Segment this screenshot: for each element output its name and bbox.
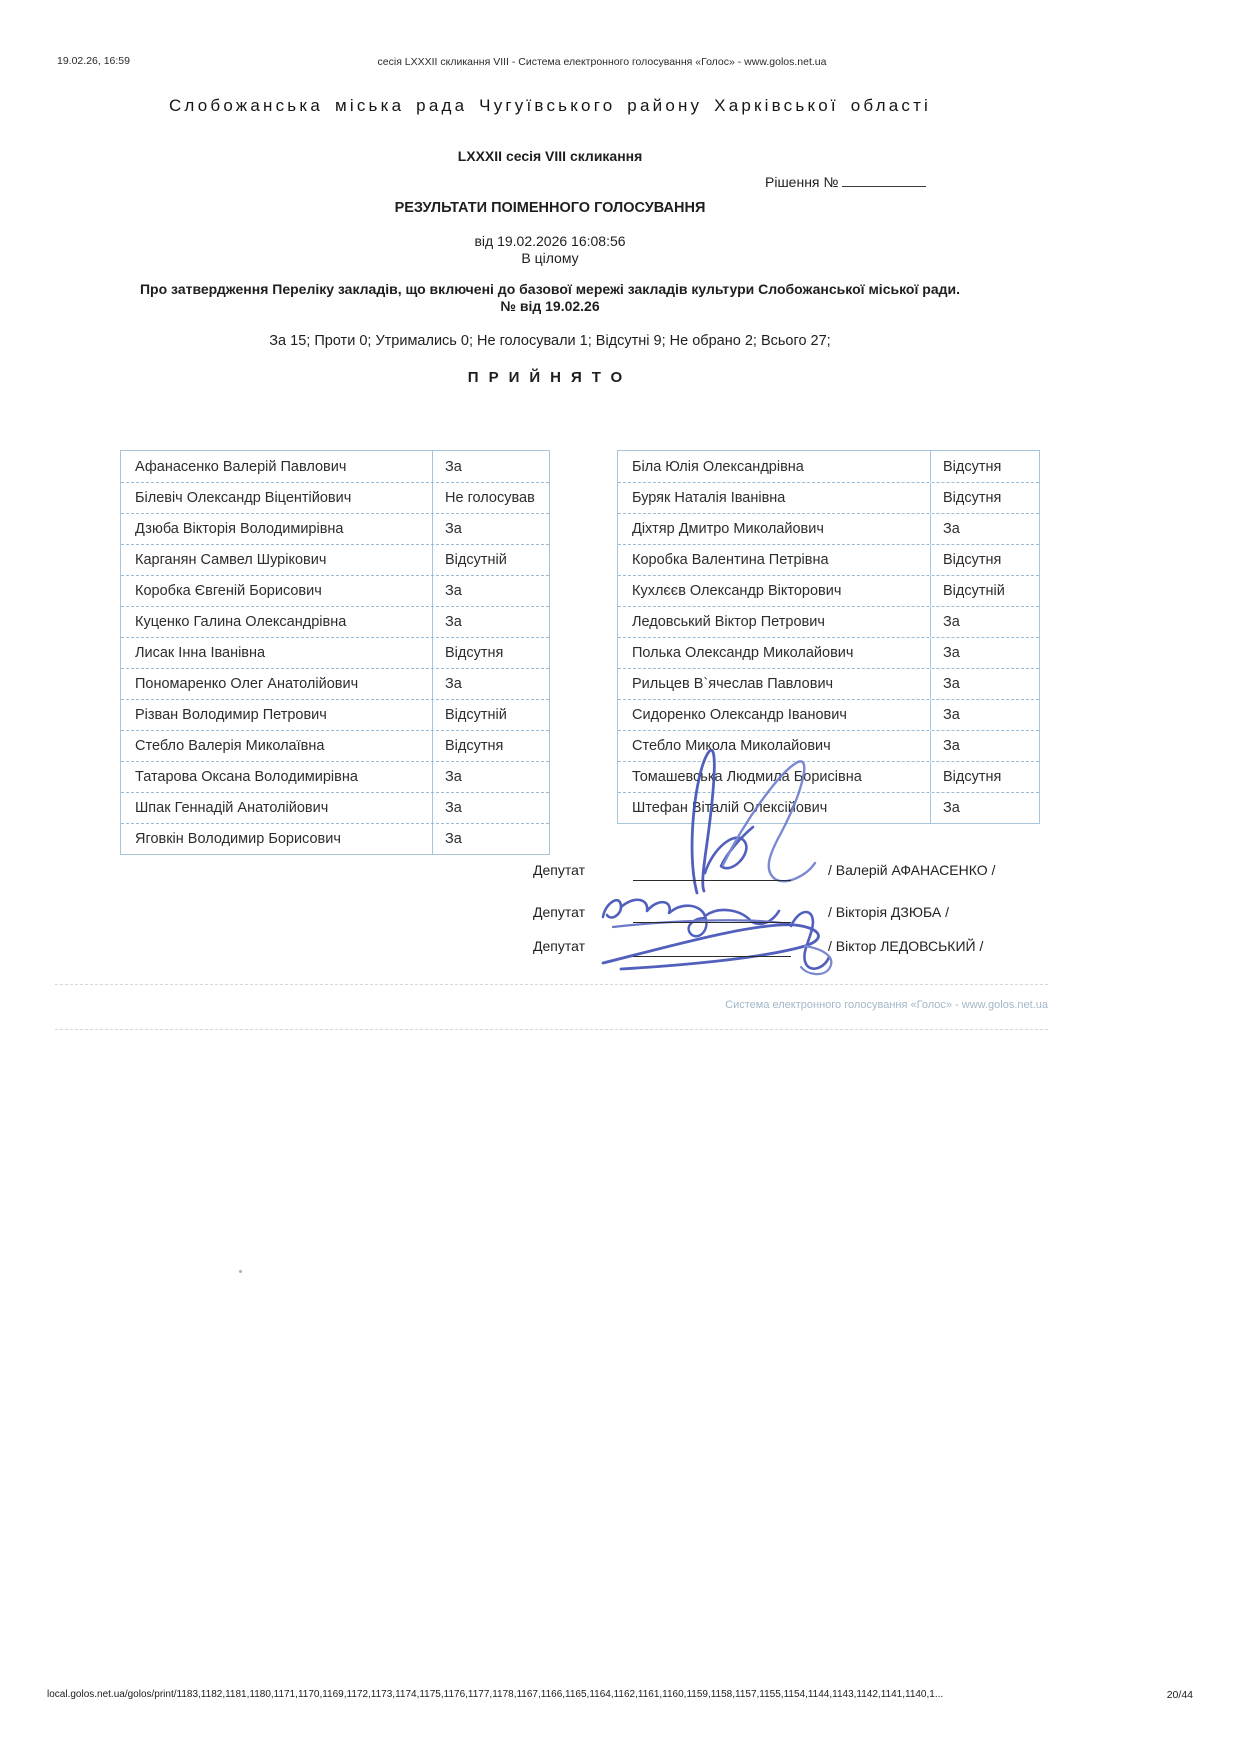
vote-value: За — [445, 676, 462, 692]
vote-value: Відсутня — [943, 490, 1002, 506]
deputy-name: Біла Юлія Олександрівна — [618, 451, 931, 482]
deputy-name: Стебло Валерія Миколаївна — [121, 731, 433, 761]
decision-blank-line — [842, 172, 926, 187]
results-heading: РЕЗУЛЬТАТИ ПОІМЕННОГО ГОЛОСУВАННЯ — [394, 200, 706, 216]
print-datetime: 19.02.26, 16:59 — [57, 55, 130, 67]
table-row — [121, 513, 549, 544]
deputy-name: Пономаренко Олег Анатолійович — [121, 669, 433, 699]
vote-value: Відсутня — [445, 645, 504, 661]
deputy-name: Яговкін Володимир Борисович — [121, 824, 433, 854]
vote-scope: В цілому — [521, 250, 579, 266]
signatory-name: / Вікторія ДЗЮБА / — [828, 904, 949, 920]
vote-value: Відсутня — [943, 552, 1002, 568]
result-status: ПРИЙНЯТО — [467, 369, 633, 386]
signature-row — [533, 934, 1093, 960]
table-row — [618, 544, 1039, 575]
print-footer-url: local.golos.net.ua/golos/print/1183,1182,1181,1180,1171,1170,1169,1172,1173,1174,1175,1176,1177,1178,1167,1166,1165,1164,1162,1161,1160,1159,1158,1157,1155,1154,1144,1143,1142,1141,1140,1... — [47, 1689, 944, 1700]
table-row — [618, 668, 1039, 699]
vote-value: Відсутня — [943, 458, 1002, 475]
table-row — [121, 606, 549, 637]
vote-value: Відсутній — [445, 552, 507, 568]
signatory-name: / Валерій АФАНАСЕНКО / — [828, 862, 996, 878]
table-row — [121, 792, 549, 823]
deputy-name: Коробка Євгеній Борисович — [121, 576, 433, 606]
vote-value: За — [943, 645, 960, 661]
table-row — [121, 730, 549, 761]
subject-line-1: Про затвердження Переліку закладів, що включені до базової мережі закладів культури Слобожанської міської ради. — [139, 281, 961, 297]
vote-value: За — [943, 800, 960, 816]
table-row — [618, 513, 1039, 544]
deputy-name: Кухлєєв Олександр Вікторович — [618, 576, 931, 606]
deputy-name: Шпак Геннадій Анатолійович — [121, 793, 433, 823]
vote-value: Відсутній — [943, 583, 1005, 599]
table-row — [121, 482, 549, 513]
deputy-name: Афанасенко Валерій Павлович — [121, 451, 433, 482]
table-row — [618, 606, 1039, 637]
vote-value: Відсутня — [943, 769, 1002, 785]
deputy-name: Томашевська Людмила Борисівна — [618, 762, 931, 792]
vote-value: За — [943, 521, 960, 537]
votes-table-right — [617, 450, 1040, 824]
print-page-number: 20/44 — [1166, 1689, 1193, 1701]
deputy-name: Татарова Оксана Володимирівна — [121, 762, 433, 792]
deputy-name: Стебло Микола Миколайович — [618, 731, 931, 761]
vote-value: За — [943, 707, 960, 723]
votes-table-left — [120, 450, 550, 855]
deputy-name: Рильцев В`ячеслав Павлович — [618, 669, 931, 699]
table-row — [121, 451, 549, 482]
signature-line — [633, 956, 791, 957]
council-title: Слобожанська міська рада Чугуївського району Харківської області — [168, 96, 932, 115]
vote-value: За — [445, 831, 462, 847]
table-row — [121, 823, 549, 854]
deputy-name: Ледовський Віктор Петрович — [618, 607, 931, 637]
scan-artifact-dot — [239, 1270, 242, 1273]
table-row — [618, 482, 1039, 513]
vote-value: За — [943, 676, 960, 692]
vote-tally-summary: За 15; Проти 0; Утримались 0; Не голосували 1; Відсутні 9; Не обрано 2; Всього 27; — [269, 333, 831, 349]
signature-role-label: Депутат — [533, 904, 585, 920]
table-row — [618, 637, 1039, 668]
table-row — [618, 699, 1039, 730]
deputy-name: Коробка Валентина Петрівна — [618, 545, 931, 575]
table-row — [121, 637, 549, 668]
vote-value: За — [943, 738, 960, 754]
divider-bottom — [55, 1029, 1048, 1030]
vote-value: За — [445, 769, 462, 785]
vote-value: Відсутня — [445, 738, 504, 754]
deputy-name: Дзюба Вікторія Володимирівна — [121, 514, 433, 544]
vote-value: За — [445, 583, 462, 599]
table-row — [618, 575, 1039, 606]
deputy-name: Куценко Галина Олександрівна — [121, 607, 433, 637]
vote-value: За — [943, 614, 960, 630]
session-title: LXXXII сесія VIII скликання — [457, 148, 643, 164]
vote-value: За — [445, 800, 462, 816]
deputy-name: Лисак Інна Іванівна — [121, 638, 433, 668]
table-row — [618, 761, 1039, 792]
signatory-name: / Віктор ЛЕДОВСЬКИЙ / — [828, 938, 984, 954]
table-row — [121, 668, 549, 699]
vote-value: За — [445, 614, 462, 630]
vote-value: За — [445, 458, 462, 475]
deputy-name: Полька Олександр Миколайович — [618, 638, 931, 668]
signature-line — [633, 880, 791, 881]
signature-line — [633, 922, 791, 923]
table-row — [121, 761, 549, 792]
table-row — [618, 451, 1039, 482]
vote-datetime: від 19.02.2026 16:08:56 — [474, 233, 626, 249]
deputy-name: Буряк Наталія Іванівна — [618, 483, 931, 513]
deputy-name: Різван Володимир Петрович — [121, 700, 433, 730]
system-note: Система електронного голосування «Голос» - www.golos.net.ua — [725, 999, 1048, 1011]
subject-line-2: № від 19.02.26 — [500, 298, 600, 314]
deputy-name: Сидоренко Олександр Іванович — [618, 700, 931, 730]
print-header-title: сесія LXXXII скликання VIII - Система електронного голосування «Голос» - www.golos.net.ua — [377, 56, 827, 68]
deputy-name: Білевіч Олександр Віцентійович — [121, 483, 433, 513]
deputy-name: Штефан Віталій Олексійович — [618, 793, 931, 823]
table-row — [618, 792, 1039, 823]
table-row — [121, 544, 549, 575]
decision-number — [765, 172, 926, 190]
deputy-name: Діхтяр Дмитро Миколайович — [618, 514, 931, 544]
vote-value: Відсутній — [445, 707, 507, 723]
signature-row — [533, 900, 1093, 926]
vote-value: Не голосував — [445, 490, 535, 506]
signature-role-label: Депутат — [533, 938, 585, 954]
divider-top — [55, 984, 1048, 985]
table-row — [121, 575, 549, 606]
deputy-name: Карганян Самвел Шурікович — [121, 545, 433, 575]
vote-value: За — [445, 521, 462, 537]
signature-row — [533, 858, 1093, 884]
signature-role-label: Депутат — [533, 862, 585, 878]
decision-label: Рішення № — [765, 174, 839, 190]
table-row — [618, 730, 1039, 761]
table-row — [121, 699, 549, 730]
